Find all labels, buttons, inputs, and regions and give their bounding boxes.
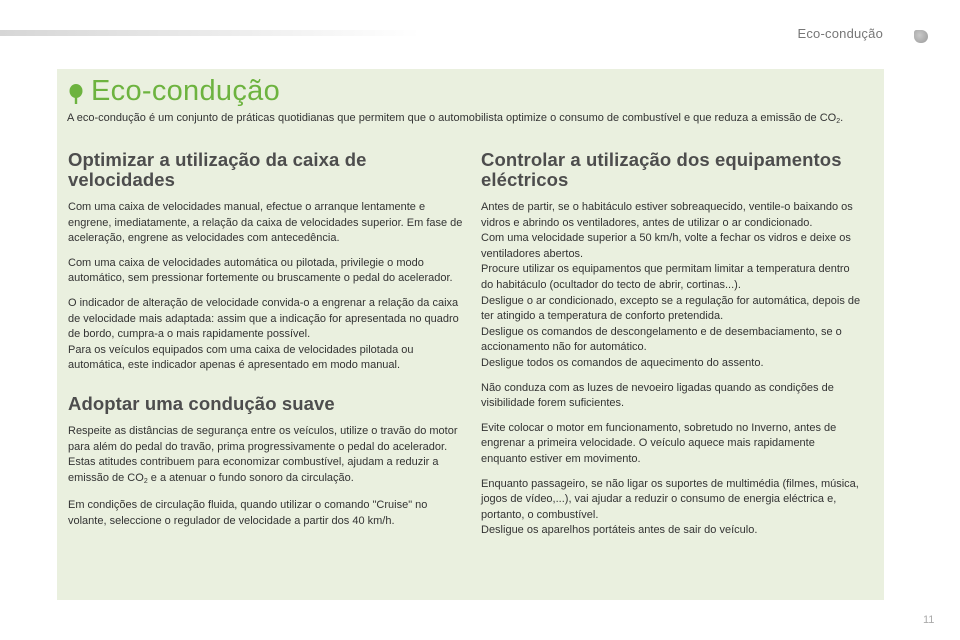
- header-rule: [0, 30, 420, 36]
- intro-paragraph: A eco-condução é um conjunto de práticas quotidianas que permitem que o automobilista optimize o consumo de combustível e que reduza a emissão de $CO_2$.: [67, 112, 844, 125]
- paragraph: Com uma caixa de velocidades manual, efectue o arranque lentamente e engrene, imediatamente, a relação da caixa de velocidades superior. Em fase de aceleração, engrene as velocidades com antecedência.: [68, 201, 463, 245]
- paragraph: Respeite as distâncias de segurança entre os veículos, utilize o travão do motor para além do pedal do travão, prima progressivamente o pedal do acelerador. Estas atitudes contribuem para economizar combustível, ajudam a reduzir a emissão de $CO_2$ e a atenuar o fundo sonoro da circulação.: [68, 424, 458, 485]
- paragraph: Em condições de circulação fluida, quando utilizar o comando "Cruise" no volante, seleccione o regulador de velocidade a partir dos 40 km/h.: [68, 499, 428, 527]
- heading-smooth-driving: Adoptar uma condução suave: [68, 392, 335, 414]
- tree-icon: [69, 84, 83, 104]
- heading-electrical-equipment: Controlar a utilização dos equipamentos eléctricos: [481, 149, 842, 190]
- paragraph: O indicador de alteração de velocidade convida-o a engrenar a relação da caixa de velocidade mais adaptada: assim que a indicação for apresentada no quadro de bordo, cumpra-a o mais rapidamente possível. Para os veículos equipados com uma caixa de velocidades pilotada ou automática, este indicador apenas é apresentado em modo manual.: [68, 296, 459, 372]
- paragraph: Enquanto passageiro, se não ligar os suportes de multimédia (filmes, música, jogos de vídeo,...), vai ajudar a reduzir o consumo de energia eléctrica e, portanto, o combustível. Desligue os aparelhos portáteis antes de sair do veículo.: [481, 477, 859, 537]
- page-title: Eco-condução: [91, 75, 280, 107]
- paragraph: Evite colocar o motor em funcionamento, sobretudo no Inverno, antes de engrenar a primeira velocidade. O veículo aquece mais rapidamente enquanto estiver em movimento.: [481, 421, 837, 465]
- section-label: Eco-condução: [797, 26, 883, 41]
- right-column: [481, 150, 861, 548]
- heading-gearbox: Optimizar a utilização da caixa de velocidades: [68, 149, 367, 190]
- corner-tab-icon: [914, 30, 928, 43]
- paragraph: Antes de partir, se o habitáculo estiver sobreaquecido, ventile-o baixando os vidros e abrindo os ventiladores, antes de utilizar o ar condicionado. Com uma velocidade superior a 50 km/h, volte a fechar os vidros e deixe os ventiladores abertos. Procure utilizar os equipamentos que permitam limitar a temperatura dentro do habitáculo (ocultador do tecto de abrir, cortinas...). Desligue o ar condicionado, excepto se a regulação for automática, depois de ter atingido a temperatura de conforto pretendida. Desligue os comandos de descongelamento e de desembaciamento, se o accionamento não for automático. Desligue todos os comandos de aquecimento do assento.: [481, 201, 861, 369]
- left-column: [68, 150, 463, 539]
- page-number: 11: [923, 614, 935, 626]
- paragraph: Com uma caixa de velocidades automática ou pilotada, privilegie o modo automático, sem pressionar fortemente ou bruscamente o pedal do acelerador.: [68, 256, 453, 285]
- paragraph: Não conduza com as luzes de nevoeiro ligadas quando as condições de visibilidade forem suficientes.: [481, 381, 834, 410]
